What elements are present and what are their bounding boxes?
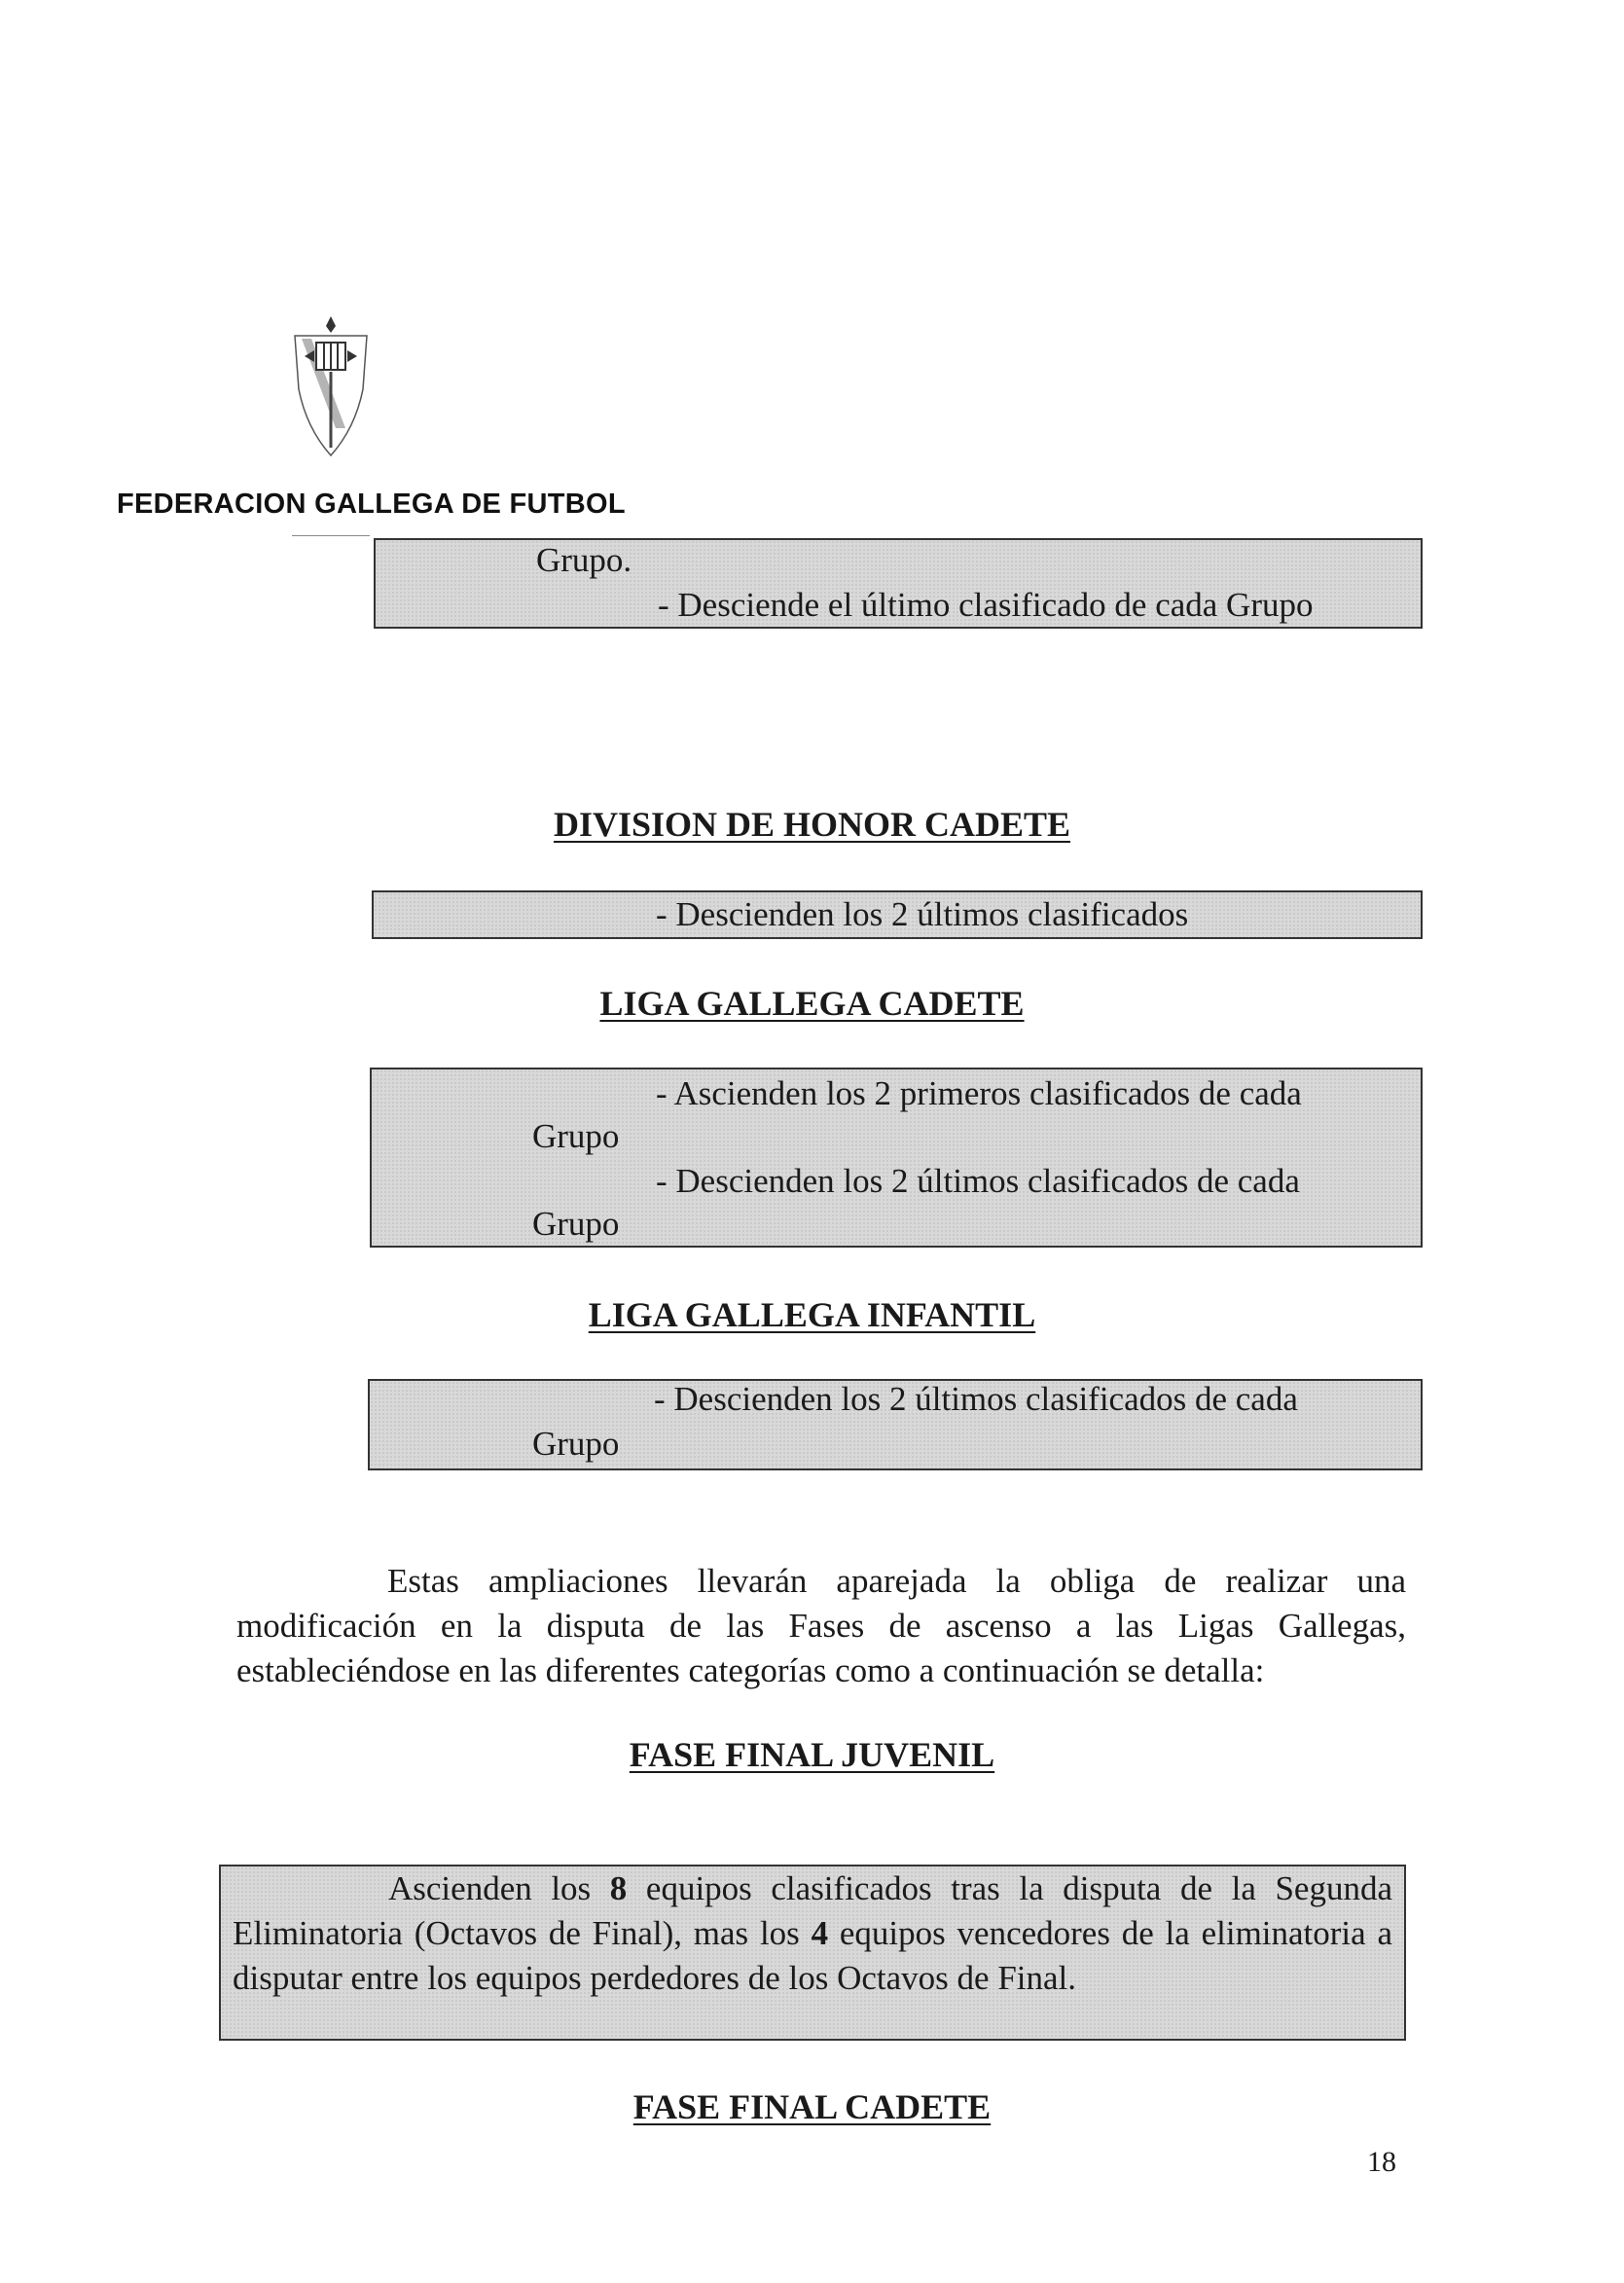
paragraph-line: Estas ampliaciones llevarán aparejada la obliga de realizar una: [387, 1562, 1406, 1600]
rule-line: - Desciende el último clasificado de cada Grupo: [658, 586, 1314, 624]
section-title-liga-gallega-cadete: LIGA GALLEGA CADETE: [599, 984, 1025, 1023]
organization-name: FEDERACION GALLEGA DE FUTBOL: [117, 489, 626, 520]
juvenil-count-8: 8: [609, 1869, 628, 1907]
rule-line: Grupo: [532, 1205, 620, 1243]
body-paragraph: [236, 1559, 1406, 1693]
rule-box-division-honor-cadete: [372, 890, 1423, 939]
section-title-liga-gallega-infantil: LIGA GALLEGA INFANTIL: [588, 1295, 1036, 1334]
section-title-fase-final-cadete: FASE FINAL CADETE: [632, 2087, 992, 2126]
section-title-fase-final-juvenil: FASE FINAL JUVENIL: [629, 1735, 995, 1774]
rule-box-fase-final-juvenil: [219, 1865, 1406, 2041]
rule-line: - Descienden los 2 últimos clasificados: [656, 895, 1189, 933]
juvenil-text-b: equipos clasificados tras la disputa de la Segunda Eliminatoria (Octavos de Final), mas los: [233, 1869, 1392, 1952]
federation-crest-logo: [277, 311, 384, 457]
rule-box-liga-gallega-cadete: [370, 1068, 1423, 1248]
rule-box-liga-gallega-infantil: [368, 1379, 1423, 1470]
rule-line: Grupo.: [536, 541, 632, 579]
juvenil-count-4: 4: [811, 1914, 829, 1952]
paragraph-line: estableciéndose en las diferentes categorías como a continuación se detalla:: [236, 1651, 1265, 1689]
rule-line: - Descienden los 2 últimos clasificados de cada: [654, 1380, 1298, 1418]
juvenil-text-a: Ascienden los: [388, 1869, 610, 1907]
rule-line: Grupo: [532, 1425, 620, 1463]
header-divider: [292, 535, 370, 536]
paragraph-line: modificación en la disputa de las Fases de ascenso a las Ligas Gallegas,: [236, 1607, 1406, 1645]
rule-box-top: [374, 538, 1423, 629]
rule-line: Grupo: [532, 1117, 620, 1155]
juvenil-text-c: equipos vencedores de la eliminatoria a disputar entre los equipos perdedores de los Octavos de Final.: [233, 1914, 1392, 1997]
page-number: 18: [1367, 2146, 1396, 2178]
rule-line: - Ascienden los 2 primeros clasificados de cada: [656, 1074, 1302, 1112]
section-title-division-honor-cadete: DIVISION DE HONOR CADETE: [553, 805, 1071, 844]
rule-line: - Descienden los 2 últimos clasificados de cada: [656, 1162, 1300, 1200]
